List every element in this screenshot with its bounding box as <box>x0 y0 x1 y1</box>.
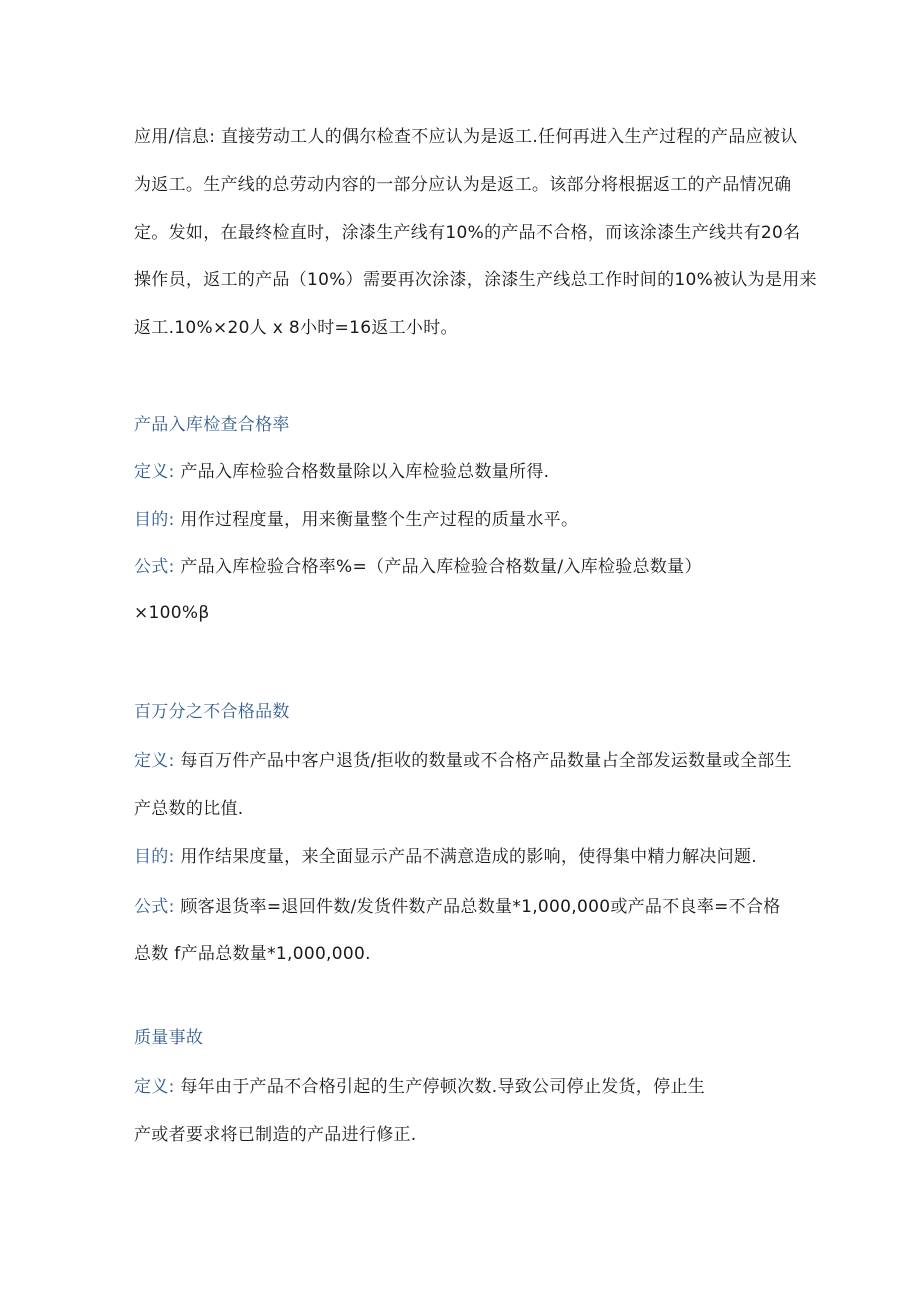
intro-line-1: 应用/信息: 直接劳动工人的偶尔检查不应认为是返工.任何再进入生产过程的产品应被认 <box>134 127 798 147</box>
definition-label: 定义: <box>134 751 175 771</box>
purpose-line <box>134 508 578 532</box>
formula-continuation: 总数 f产品总数量*1,000,000. <box>134 944 371 964</box>
intro-line-5: 返工.10%×20人 x 8小时=16返工小时。 <box>134 318 458 338</box>
purpose-label: 目的: <box>134 510 175 530</box>
section-heading-pass-rate: 产品入库检查合格率 <box>134 415 290 435</box>
intro-line-3: 定。发如，在最终检直时，涂漆生产线有10%的产品不合格，而该涂漆生产线共有20名 <box>134 223 801 243</box>
purpose-line <box>134 845 757 869</box>
formula-line <box>134 555 702 579</box>
definition-line <box>134 1075 705 1099</box>
formula-label: 公式: <box>134 557 175 577</box>
section-heading-quality-incident: 质量事故 <box>134 1028 204 1048</box>
formula-text: 产品入库检验合格率%=（产品入库检验合格数量/入库检验总数量） <box>174 557 702 577</box>
definition-text: 每年由于产品不合格引起的生产停顿次数.导致公司停止发货，停止生 <box>174 1077 706 1097</box>
purpose-text: 用作结果度量，来全面显示产品不满意造成的影响，使得集中精力解决问题. <box>174 847 757 867</box>
section-heading-ppm: 百万分之不合格品数 <box>134 702 290 722</box>
definition-line <box>134 460 549 484</box>
definition-continuation: 产或者要求将已制造的产品进行修正. <box>134 1125 417 1145</box>
formula-line <box>134 895 781 919</box>
purpose-text: 用作过程度量，用来衡量整个生产过程的质量水平。 <box>174 510 579 530</box>
formula-text: 顾客退货率=退回件数/发货件数产品总数量*1,000,000或产品不良率=不合格 <box>174 897 781 917</box>
formula-continuation: ×100%β <box>134 603 210 623</box>
definition-label: 定义: <box>134 1077 175 1097</box>
intro-line-4: 操作员，返工的产品（10%）需要再次涂漆，涂漆生产线总工作时间的10%被认为是用来 <box>134 270 817 290</box>
definition-line <box>134 749 792 773</box>
definition-label: 定义: <box>134 462 175 482</box>
intro-line-2: 为返工。生产线的总劳动内容的一部分应认为是返工。该部分将根据返工的产品情况确 <box>134 175 792 195</box>
purpose-label: 目的: <box>134 847 175 867</box>
definition-text: 产品入库检验合格数量除以入库检验总数量所得. <box>174 462 550 482</box>
formula-label: 公式: <box>134 897 175 917</box>
definition-text: 每百万件产品中客户退货/拒收的数量或不合格产品数量占全部发运数量或全部生 <box>174 751 792 771</box>
definition-continuation: 产总数的比值. <box>134 799 244 819</box>
